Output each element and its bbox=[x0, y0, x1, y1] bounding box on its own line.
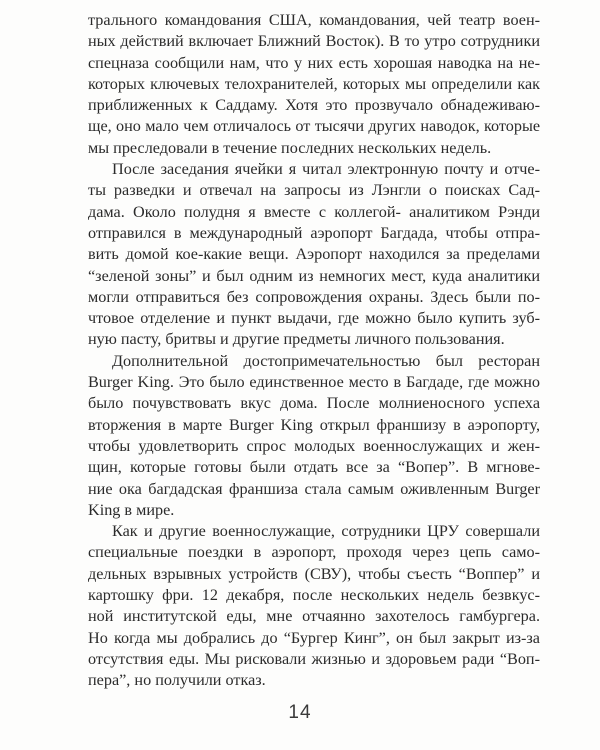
body-text bbox=[88, 10, 540, 692]
paragraph-2 bbox=[88, 159, 540, 351]
paragraph-1 bbox=[88, 10, 540, 159]
text-line: вить домой кое-какие вещи. Аэропорт находился за пределами bbox=[88, 245, 540, 264]
text-line: спецназа сообщили нам, что у них есть хорошая наводка на не- bbox=[88, 53, 540, 72]
text-line: ную пасту, бритвы и другие предметы личного пользования. bbox=[88, 330, 505, 349]
text-line: ной институтской еды, мне отчаянно захотелось гамбургера. bbox=[88, 607, 540, 626]
text-line: После заседания ячейки я читал электронную почту и отче- bbox=[112, 160, 540, 179]
text-line: картошку фри. 12 декабря, после нескольких недель безвкус- bbox=[88, 586, 540, 605]
text-line: могли отправиться без сопровождения охраны. Здесь были по- bbox=[88, 287, 540, 306]
text-line: дельных взрывных устройств (СВУ), чтобы съесть “Воппер” и bbox=[88, 564, 540, 583]
text-line: Дополнительной достопримечательностью был ресторан bbox=[112, 351, 540, 370]
text-line: щин, которые готовы были отдать все за “Вопер”. В мгнове- bbox=[88, 458, 540, 477]
text-line: вторжения в марте Burger King открыл франшизу в аэропорту, bbox=[88, 415, 540, 434]
text-line: было почувствовать вкус дома. После молниеносного успеха bbox=[88, 394, 540, 413]
text-line: “зеленой зоны” и был одним из немногих мест, куда аналитики bbox=[88, 266, 540, 285]
text-line: чтобы удовлетворить спрос молодых военнослужащих и жен- bbox=[88, 436, 540, 455]
text-line: ще, оно мало чем отличалось от тысячи других наводок, которые bbox=[88, 117, 540, 136]
text-line: специальные поездки в аэропорт, проходя через цепь само- bbox=[88, 543, 540, 562]
paragraph-3 bbox=[88, 351, 540, 521]
text-line: мы преследовали в течение последних нескольких недель. bbox=[88, 138, 492, 157]
text-line: дама. Около полудня я вместе с коллегой- аналитиком Рэнди bbox=[88, 202, 540, 221]
text-line: ние ока багдадская франшиза стала самым оживленным Burger bbox=[88, 479, 540, 498]
text-line: Как и другие военнослужащие, сотрудники ЦРУ совершали bbox=[112, 522, 540, 541]
page-number: 14 bbox=[288, 702, 312, 723]
text-line: Но когда мы добрались до “Бургер Кинг”, он был закрыт из-за bbox=[88, 628, 540, 647]
paragraph-4 bbox=[88, 521, 540, 691]
text-line: приближенных к Саддаму. Хотя это прозвучало обнадеживаю- bbox=[88, 96, 540, 115]
text-line: Burger King. Это было единственное место в Багдаде, где можно bbox=[88, 373, 540, 392]
text-line: отправился в международный аэропорт Багдада, чтобы отпра- bbox=[88, 223, 540, 242]
text-line: трального командования США, командования, чей театр воен- bbox=[88, 11, 540, 29]
text-line: King в мире. bbox=[88, 500, 175, 519]
text-line: отсутствия еды. Мы рисковали жизнью и здоровьем ради “Воп- bbox=[88, 649, 540, 668]
text-line: ных действий включает Ближний Восток). В то утро сотрудники bbox=[88, 32, 540, 51]
text-line: ты разведки и отвечал на запросы из Лэнгли о поисках Сад- bbox=[88, 181, 540, 200]
text-line: чтовое отделение и пункт выдачи, где можно было купить зуб- bbox=[88, 309, 540, 328]
text-line: пера”, но получили отказ. bbox=[88, 671, 266, 690]
text-line: которых ключевых телохранителей, которых мы определили как bbox=[88, 74, 540, 93]
